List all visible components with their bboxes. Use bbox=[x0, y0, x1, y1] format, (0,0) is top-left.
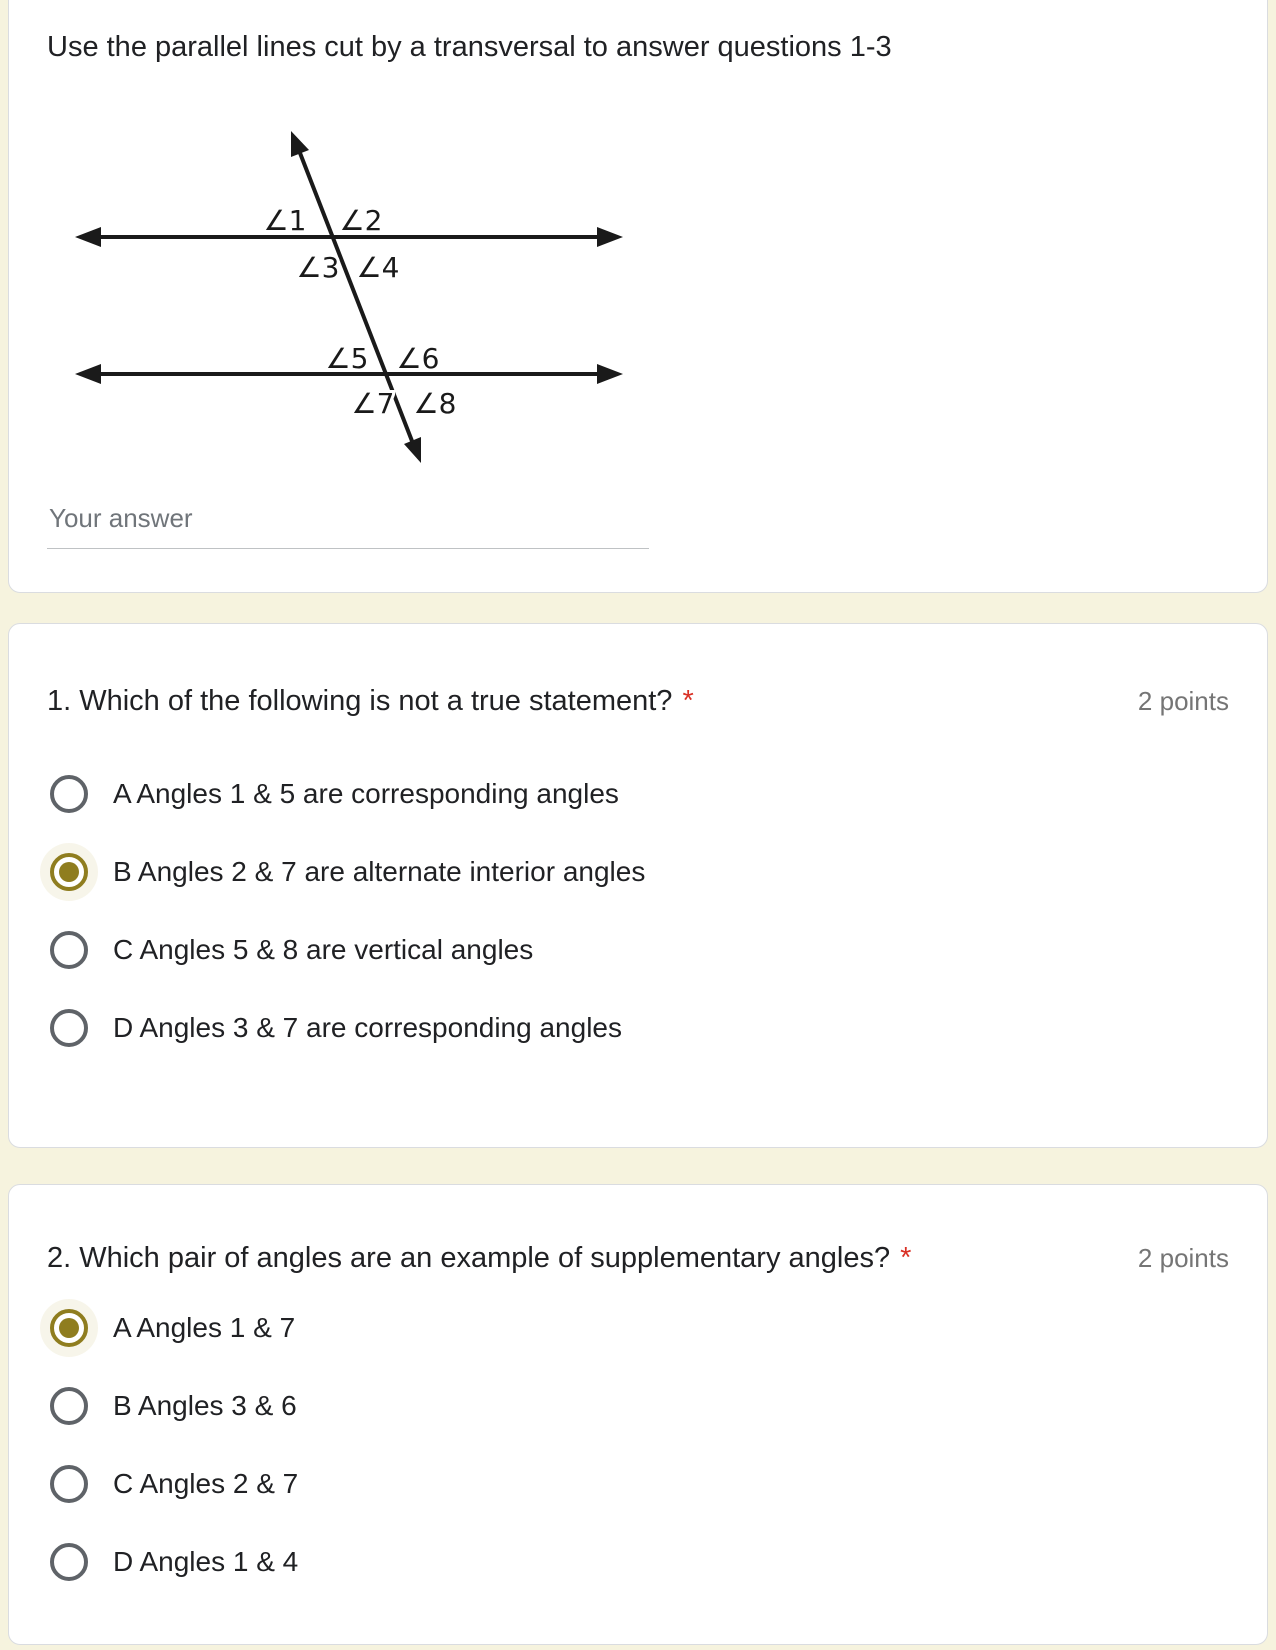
radio-button[interactable] bbox=[50, 775, 88, 813]
radio-button-selected[interactable] bbox=[50, 853, 88, 891]
radio-option[interactable] bbox=[47, 755, 1229, 833]
radio-option[interactable] bbox=[47, 989, 1229, 1067]
angle-6-label: ∠6 bbox=[396, 342, 440, 375]
option-label: B Angles 3 & 6 bbox=[113, 1390, 297, 1421]
option-label: C Angles 2 & 7 bbox=[113, 1468, 299, 1499]
question-2-options bbox=[47, 1289, 1229, 1601]
radio-option[interactable] bbox=[47, 911, 1229, 989]
intro-question-card bbox=[8, 0, 1268, 593]
radio-option[interactable] bbox=[47, 1523, 1229, 1601]
question-2-points: 2 points bbox=[1137, 1243, 1229, 1273]
question-1-title: 1. Which of the following is not a true statement? * bbox=[47, 685, 694, 717]
radio-option[interactable] bbox=[47, 1445, 1229, 1523]
radio-option[interactable] bbox=[47, 833, 1229, 911]
question-1-points: 2 points bbox=[1137, 686, 1229, 716]
transversal-bottom-arrow bbox=[404, 437, 421, 463]
transversal-top-arrow bbox=[291, 131, 309, 157]
top-line-right-arrow bbox=[597, 227, 623, 247]
option-label: A Angles 1 & 5 are corresponding angles bbox=[113, 778, 619, 809]
radio-button[interactable] bbox=[50, 1009, 88, 1047]
top-line-left-arrow bbox=[75, 227, 101, 247]
short-answer-field[interactable] bbox=[47, 503, 1229, 549]
angle-3-label: ∠3 bbox=[296, 251, 340, 284]
intro-question-title: Use the parallel lines cut by a transversal to answer questions 1-3 bbox=[47, 31, 892, 63]
radio-option[interactable] bbox=[47, 1367, 1229, 1445]
question-2-header bbox=[47, 1241, 1229, 1275]
radio-button[interactable] bbox=[50, 931, 88, 969]
option-label: C Angles 5 & 8 are vertical angles bbox=[113, 934, 534, 965]
question-2-card bbox=[8, 1184, 1268, 1645]
radio-option[interactable] bbox=[47, 1289, 1229, 1367]
angle-4-label: ∠4 bbox=[356, 251, 400, 284]
short-answer-input[interactable] bbox=[47, 503, 649, 549]
question-1-options bbox=[47, 755, 1229, 1067]
option-label: B Angles 2 & 7 are alternate interior angles bbox=[113, 856, 646, 887]
required-asterisk: * bbox=[900, 1242, 912, 1274]
option-label: A Angles 1 & 7 bbox=[113, 1312, 296, 1343]
angle-8-label: ∠8 bbox=[413, 387, 457, 420]
angle-5-label: ∠5 bbox=[325, 342, 369, 375]
angle-7-label: ∠7 bbox=[351, 387, 395, 420]
radio-button[interactable] bbox=[50, 1543, 88, 1581]
option-label: D Angles 1 & 4 bbox=[113, 1546, 299, 1577]
parallel-lines-transversal-diagram bbox=[69, 115, 629, 471]
option-label: D Angles 3 & 7 are corresponding angles bbox=[113, 1012, 622, 1043]
radio-button-selected[interactable] bbox=[50, 1309, 88, 1347]
angle-2-label: ∠2 bbox=[339, 204, 383, 237]
bottom-line-right-arrow bbox=[597, 364, 623, 384]
required-asterisk: * bbox=[682, 685, 694, 717]
radio-button[interactable] bbox=[50, 1387, 88, 1425]
bottom-line-left-arrow bbox=[75, 364, 101, 384]
question-2-title: 2. Which pair of angles are an example of supplementary angles? * bbox=[47, 1242, 912, 1274]
question-1-card bbox=[8, 623, 1268, 1148]
question-1-header bbox=[47, 684, 1229, 718]
angle-1-label: ∠1 bbox=[263, 204, 307, 237]
radio-button[interactable] bbox=[50, 1465, 88, 1503]
